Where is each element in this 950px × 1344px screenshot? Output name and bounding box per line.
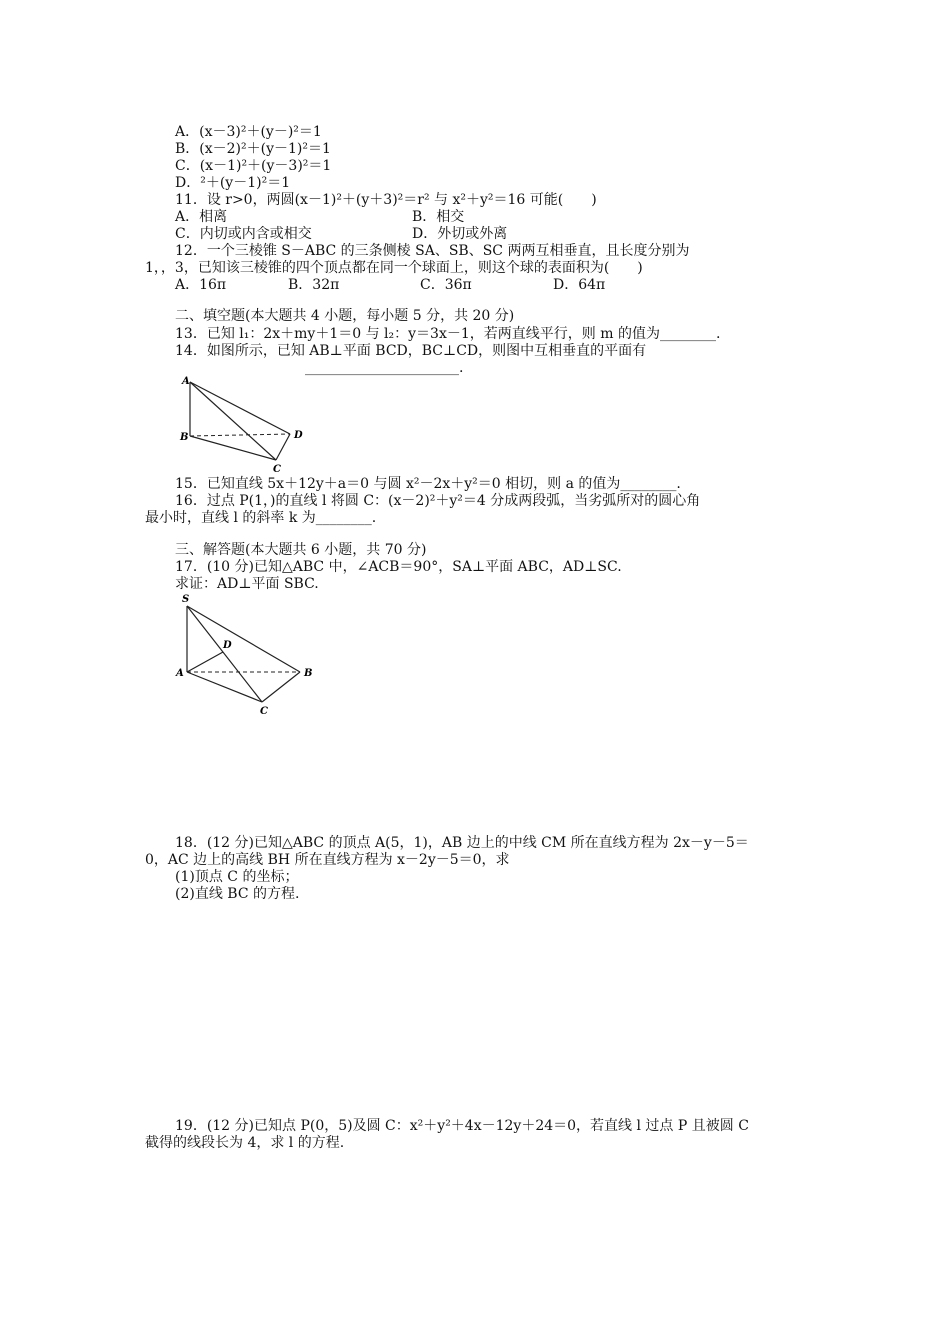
q19-line2: 截得的线段长为 4，求 l 的方程.	[145, 1135, 345, 1151]
q18-line1: 18．(12 分)已知△ABC 的顶点 A(5，1)，AB 边上的中线 CM 所在直线方程为 2x－y－5＝	[175, 835, 749, 851]
q17-label-a: A	[176, 668, 184, 679]
q17-label-b: B	[304, 668, 313, 679]
q16-line2: 最小时，直线 l 的斜率 k 为________.	[145, 510, 377, 526]
q12-option-b: B．32π	[288, 277, 340, 293]
q14-line1: 14．如图所示，已知 AB⊥平面 BCD，BC⊥CD，则图中互相垂直的平面有	[175, 343, 647, 359]
q11-stem: 11．设 r>0，两圆(x－1)²＋(y＋3)²＝r² 与 x²＋y²＝16 可能( )	[175, 192, 597, 208]
q17-label-c: C	[260, 706, 268, 717]
q18-item2: (2)直线 BC 的方程.	[175, 886, 300, 902]
q14-blank: ______________________.	[305, 360, 464, 376]
q12-option-a: A．16π	[175, 277, 227, 293]
q18-line2: 0，AC 边上的高线 BH 所在直线方程为 x－2y－5＝0，求	[145, 852, 510, 868]
q10-option-a: A．(x－3)²＋(y－)²＝1	[175, 124, 322, 140]
q11-option-c: C．内切或内含或相交	[175, 226, 312, 242]
q18-item1: (1)顶点 C 的坐标；	[175, 869, 299, 885]
q15-text: 15．已知直线 5x＋12y＋a＝0 与圆 x²－2x＋y²＝0 相切，则 a 的值为________.	[175, 476, 681, 492]
q12-line1: 12．一个三棱锥 S－ABC 的三条侧棱 SA、SB、SC 两两互相垂直，且长度分别为	[175, 243, 690, 259]
q16-line1: 16．过点 P(1，)的直线 l 将圆 C：(x－2)²＋y²＝4 分成两段弧，当劣弧所对的圆心角	[175, 493, 701, 509]
q12-line2: 1，，3，已知该三棱锥的四个顶点都在同一个球面上，则这个球的表面积为( )	[145, 260, 643, 276]
q10-option-c: C．(x－1)²＋(y－3)²＝1	[175, 158, 332, 174]
q14-label-c: C	[273, 464, 281, 475]
q11-option-d: D．外切或外离	[412, 226, 508, 242]
q17-figure	[172, 590, 322, 720]
q14-label-b: B	[180, 432, 189, 443]
q10-option-b: B．(x－2)²＋(y－1)²＝1	[175, 141, 331, 157]
q11-option-a: A．相离	[175, 209, 228, 225]
q14-label-d: D	[294, 430, 303, 441]
q17-label-s: S	[182, 594, 190, 605]
section-solutions-heading: 三、解答题(本大题共 6 小题，共 70 分)	[175, 542, 427, 558]
q12-option-c: C．36π	[420, 277, 472, 293]
q14-label-a: A	[182, 376, 190, 387]
q17-label-d: D	[223, 640, 232, 651]
q11-option-b: B．相交	[412, 209, 465, 225]
q17-line1: 17．(10 分)已知△ABC 中，∠ACB＝90°，SA⊥平面 ABC，AD⊥SC.	[175, 559, 622, 575]
q12-option-d: D．64π	[553, 277, 606, 293]
q17-line2: 求证：AD⊥平面 SBC.	[175, 576, 319, 592]
q10-option-d: D．²＋(y－1)²＝1	[175, 175, 291, 191]
section-fill-in-heading: 二、填空题(本大题共 4 小题，每小题 5 分，共 20 分)	[175, 308, 515, 324]
q14-figure	[170, 372, 320, 476]
q19-line1: 19．(12 分)已知点 P(0，5)及圆 C：x²＋y²＋4x－12y＋24＝0，若直线 l 过点 P 且被圆 C	[175, 1118, 749, 1134]
q13-text: 13．已知 l₁：2x＋my＋1＝0 与 l₂：y＝3x－1，若两直线平行，则 m 的值为________.	[175, 326, 721, 342]
